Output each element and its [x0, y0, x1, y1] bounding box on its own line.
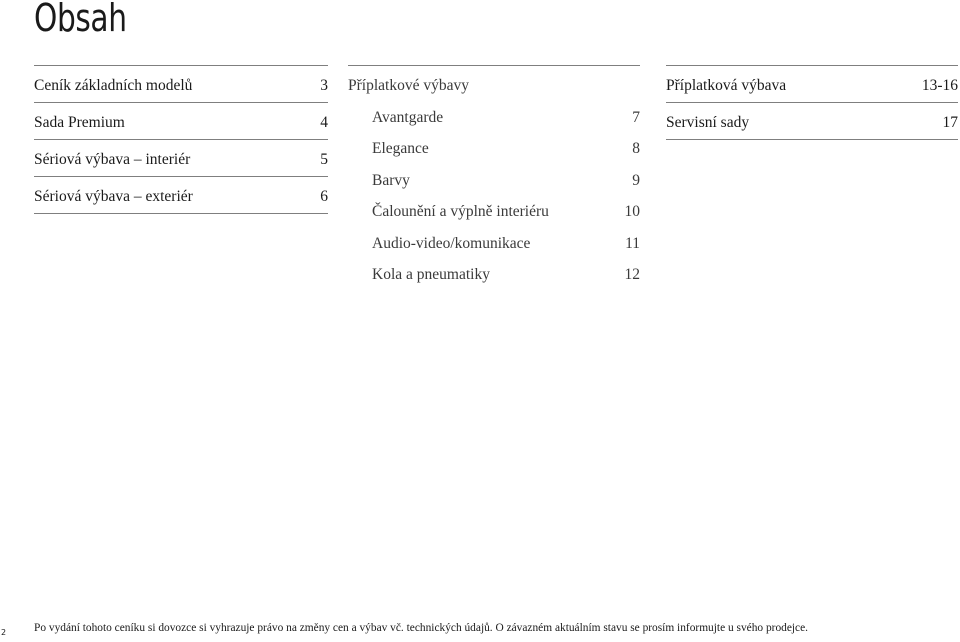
toc-entry-page: 9 — [632, 171, 640, 189]
toc-entry-page: 8 — [632, 140, 640, 158]
toc-entry-label: Barvy — [372, 171, 410, 189]
page-number: 2 — [1, 628, 7, 637]
toc-entry[interactable] — [372, 228, 640, 259]
section-heading: Příplatkové výbavy — [348, 77, 469, 94]
page-title: Obsah — [34, 0, 127, 40]
toc-entry-label: Kola a pneumatiky — [372, 265, 490, 283]
toc-entry-page: 10 — [624, 203, 640, 221]
toc-entry-page: 5 — [320, 151, 328, 168]
toc-entry-page: 3 — [320, 77, 328, 94]
toc-column-middle — [348, 65, 640, 290]
toc-entry-page: 17 — [942, 114, 958, 131]
toc-entry-page: 13-16 — [921, 77, 958, 94]
toc-entry[interactable] — [372, 259, 640, 290]
toc-entry-page: 4 — [320, 114, 328, 131]
toc-entry-label: Elegance — [372, 140, 429, 158]
toc-entry[interactable] — [34, 103, 328, 140]
toc-entry-label: Sériová výbava – interiér — [34, 151, 191, 168]
toc-entry-label: Sériová výbava – exteriér — [34, 188, 193, 205]
toc-entry[interactable] — [372, 133, 640, 164]
toc-entry-label: Avantgarde — [372, 109, 444, 126]
toc-sublist — [348, 102, 640, 290]
toc-entry-label: Servisní sady — [666, 114, 750, 131]
toc-entry[interactable] — [372, 196, 640, 227]
toc-entry-label: Sada Premium — [34, 114, 125, 131]
toc-entry[interactable] — [34, 140, 328, 177]
toc-entry-label: Audio-video/komunikace — [372, 234, 531, 252]
toc-entry[interactable] — [34, 177, 328, 214]
toc-entry-page: 6 — [320, 188, 328, 205]
toc-column-left — [34, 65, 328, 214]
toc-entry-page: 11 — [625, 234, 640, 252]
toc-entry[interactable] — [34, 66, 328, 103]
toc-entry[interactable] — [666, 103, 958, 140]
footnote: Po vydání tohoto ceníku si dovozce si vyhrazuje právo na změny cen a výbav vč. technických údajů. O závazném aktuálním stavu se prosím informujte u svého prodejce. — [34, 622, 809, 634]
toc-entry[interactable] — [372, 165, 640, 196]
toc-entry-label: Čalounění a výplně interiéru — [372, 203, 549, 221]
toc-entry[interactable] — [666, 66, 958, 103]
toc-entry-label: Ceník základních modelů — [34, 77, 193, 94]
toc-entry-label: Příplatková výbava — [666, 77, 787, 94]
toc-entry-page: 7 — [632, 109, 640, 126]
toc-entry[interactable] — [372, 102, 640, 133]
toc-entry-page: 12 — [624, 265, 640, 283]
toc-column-right — [666, 65, 958, 140]
